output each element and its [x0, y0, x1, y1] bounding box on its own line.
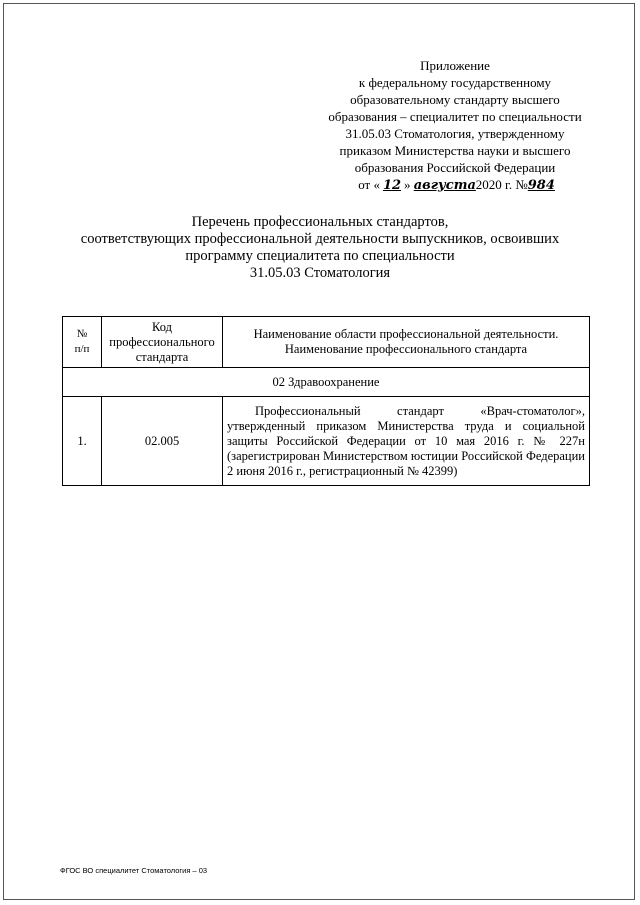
header-name-line: Наименование профессионального стандарта	[284, 342, 528, 356]
appendix-line: 31.05.03 Стоматология, утвержденному	[345, 126, 565, 141]
header-name-line: Наименование области профессиональной деятельности.	[253, 327, 559, 341]
date-year: 2020 г. №	[475, 177, 528, 192]
table-row	[63, 397, 590, 486]
header-number-line: п/п	[74, 343, 90, 355]
group-label: 02 Здравоохранение	[63, 368, 590, 397]
header-code-line: стандарта	[135, 349, 189, 364]
document-title	[40, 214, 600, 282]
handwritten-number: 984	[527, 178, 555, 193]
date-prefix: от «	[358, 177, 380, 192]
header-number-line: №	[76, 328, 88, 340]
table-header-row	[63, 317, 590, 368]
title-line: 31.05.03 Стоматология	[249, 265, 391, 281]
title-line: Перечень профессиональных стандартов,	[191, 214, 449, 230]
handwritten-month: августа	[413, 178, 476, 193]
appendix-date-line	[320, 176, 590, 194]
appendix-line: приказом Министерства науки и высшего	[339, 143, 571, 158]
title-line: программу специалитета по специальности	[185, 248, 455, 264]
row-code: 02.005	[102, 397, 223, 486]
header-number	[63, 317, 102, 368]
header-name	[223, 317, 590, 368]
appendix-line: образования Российской Федерации	[354, 160, 556, 175]
header-code-line: Код	[152, 319, 172, 334]
handwritten-day: 12	[382, 178, 402, 193]
appendix-block	[320, 57, 590, 194]
header-code	[102, 317, 223, 368]
header-code-line: профессионального	[109, 334, 215, 349]
row-number: 1.	[63, 397, 102, 486]
appendix-line: Приложение	[420, 58, 490, 73]
row-name	[223, 397, 590, 486]
row-name-text: Профессиональный стандарт «Врач-стоматолог», утвержденный приказом Министерства труда и социальной защиты Российской Федерации от 10 мая 2016 г. № 227н (зарегистрирован Министерством юстиции Российской Федерации 2 июня 2016 г., регистрационный № 42399)	[227, 403, 585, 478]
appendix-line: к федеральному государственному	[358, 75, 552, 90]
appendix-line: образования – специалитет по специальности	[328, 109, 582, 124]
title-line: соответствующих профессиональной деятельности выпускников, освоивших	[80, 231, 560, 247]
page-footer: ФГОС ВО специалитет Стоматология – 03	[60, 866, 208, 875]
standards-table	[62, 316, 590, 486]
appendix-line: образовательному стандарту высшего	[350, 92, 560, 107]
date-mid: »	[403, 177, 411, 192]
table-group-row	[63, 368, 590, 397]
